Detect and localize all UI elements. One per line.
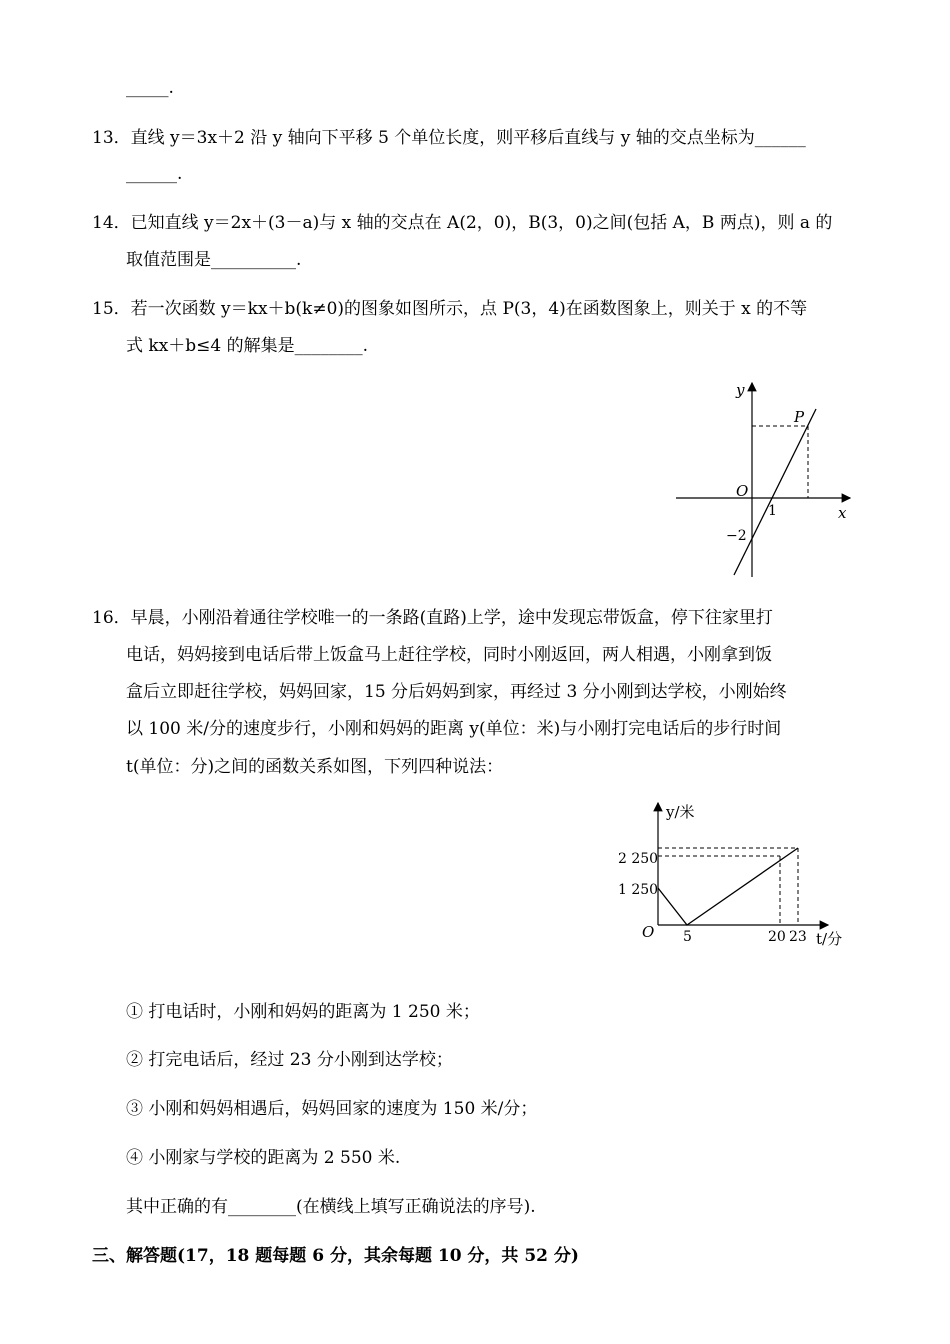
question-16-line3: 盒后立即赶往学校，妈妈回家，15 分后妈妈到家，再经过 3 分小刚到达学校，小刚始终 (126, 682, 787, 702)
y-axis-label: y/米 (666, 803, 695, 821)
x-axis-label: x (838, 504, 847, 522)
t-tick-20: 20 (768, 929, 786, 945)
question-15-cont: 式 kx＋b≤4 的解集是________. (126, 336, 369, 356)
question-14-cont: 取值范围是__________. (126, 250, 302, 270)
distance-line (658, 848, 798, 925)
blank-line: _____. (126, 78, 174, 98)
question-16-line2: 电话，妈妈接到电话后带上饭盒马上赶往学校，同时小刚返回，两人相遇，小刚拿到饭 (126, 645, 772, 665)
answer-line: 其中正确的有________(在横线上填写正确说法的序号). (126, 1197, 536, 1217)
question-14: 14．已知直线 y＝2x＋(3－a)与 x 轴的交点在 A(2，0)，B(3，0)之间(包括 A，B 两点)，则 a 的 (92, 213, 833, 233)
question-16: 16．早晨，小刚沿着通往学校唯一的一条路(直路)上学，途中发现忘带饭盒，停下往家里打 (92, 608, 773, 628)
t-axis-label: t/分 (816, 930, 843, 948)
question-16-line5: t(单位：分)之间的函数关系如图，下列四种说法： (126, 757, 504, 777)
point-p-label: P (794, 408, 805, 426)
option-1: ① 打电话时，小刚和妈妈的距离为 1 250 米； (126, 1002, 480, 1022)
y-tick-label: −2 (726, 528, 747, 544)
option-4: ④ 小刚家与学校的距离为 2 550 米. (126, 1148, 401, 1168)
y-tick-1250: 1 250 (618, 882, 659, 898)
question-13: 13．直线 y＝3x＋2 沿 y 轴向下平移 5 个单位长度，则平移后直线与 y 轴的交点坐标为______ (92, 128, 806, 148)
question-15: 15．若一次函数 y＝kx＋b(k≠0)的图象如图所示，点 P(3，4)在函数图象上，则关于 x 的不等 (92, 299, 808, 319)
t-tick-23: 23 (789, 929, 807, 945)
x-tick-label: 1 (768, 503, 777, 519)
y-axis-label: y (736, 381, 745, 399)
section-3-heading: 三、解答题(17，18 题每题 6 分，其余每题 10 分，共 52 分) (92, 1246, 579, 1266)
distance-time-graph (610, 795, 860, 955)
origin-label: O (642, 923, 655, 941)
linear-function-graph (670, 375, 860, 585)
origin-label: O (736, 482, 749, 500)
question-13-cont: ______. (126, 164, 183, 184)
t-tick-5: 5 (683, 929, 692, 945)
option-2: ② 打完电话后，经过 23 分小刚到达学校； (126, 1050, 453, 1070)
option-3: ③ 小刚和妈妈相遇后，妈妈回家的速度为 150 米/分； (126, 1099, 538, 1119)
question-16-line4: 以 100 米/分的速度步行，小刚和妈妈的距离 y(单位：米)与小刚打完电话后的步行时间 (126, 719, 782, 739)
y-tick-2250: 2 250 (618, 851, 659, 867)
